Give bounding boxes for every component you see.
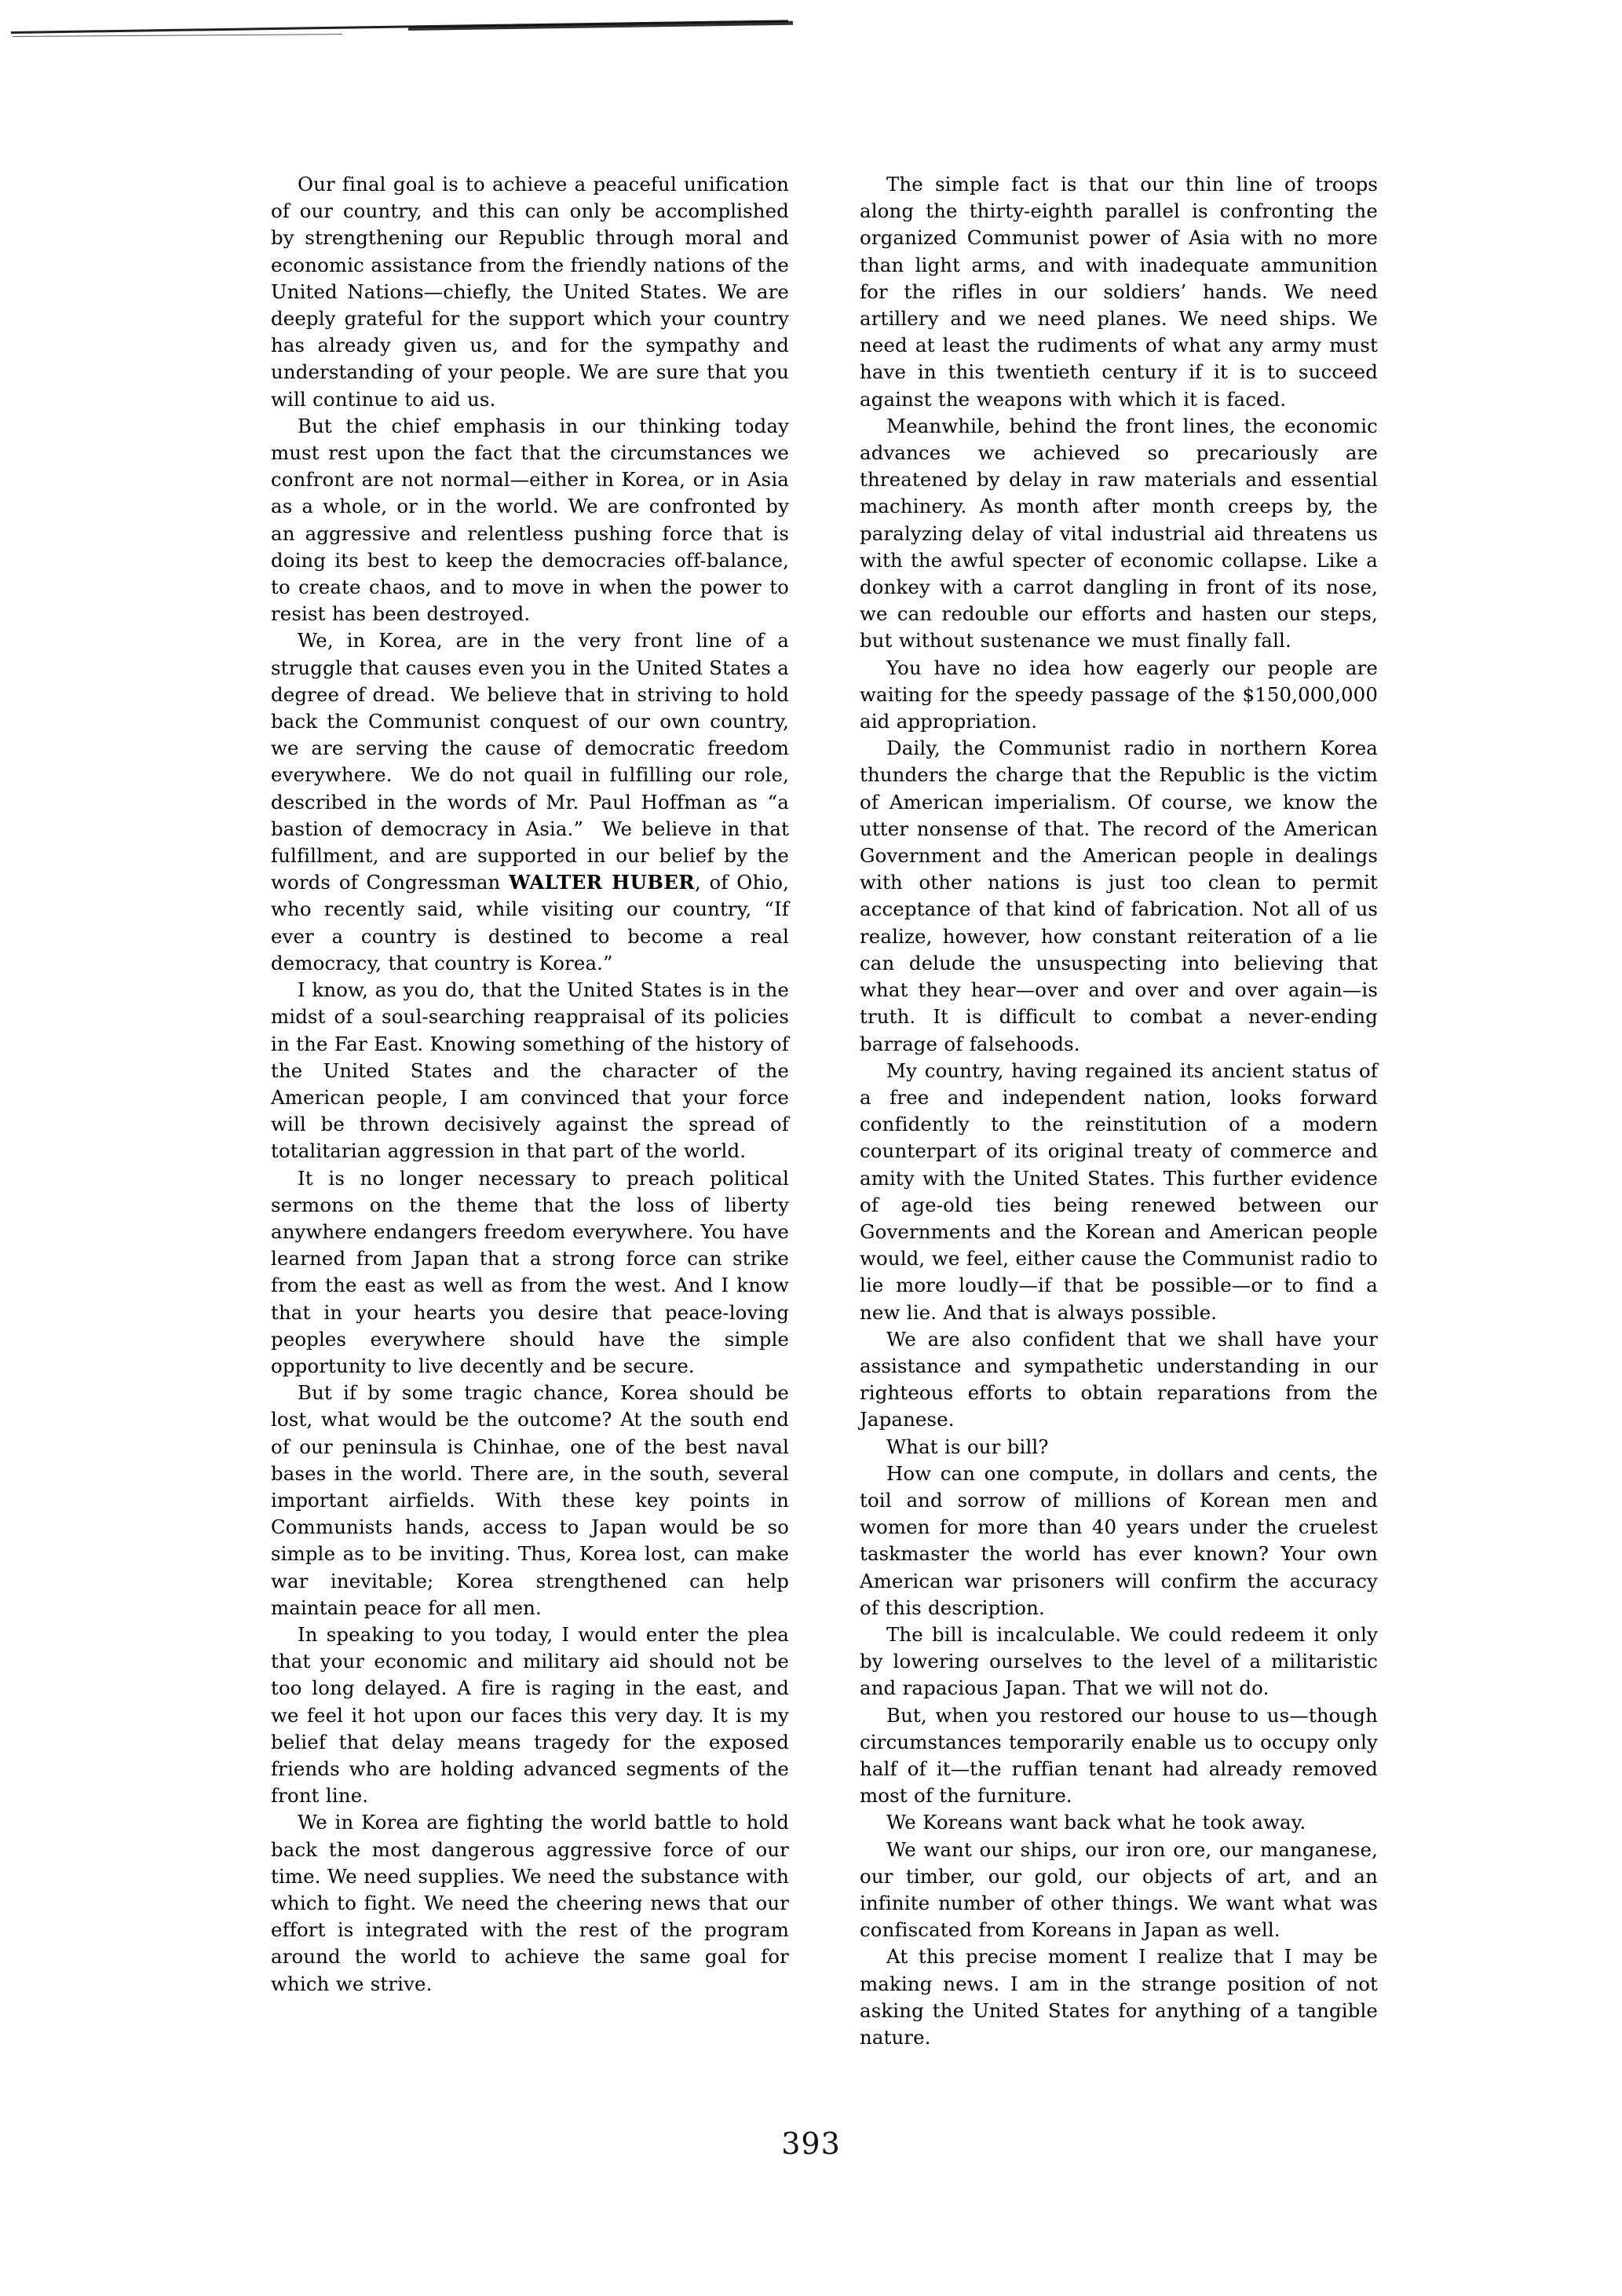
column-left	[271, 171, 789, 1998]
paragraph: We in Korea are fighting the world battle to hold back the most dangerous aggressive force of our time. We need supplies. We need the substance with which to fight. We need the cheering news that our effort is integrated with the rest of the program around the world to achieve the same goal for which we strive.	[271, 1811, 789, 1995]
paragraph: How can one compute, in dollars and cents, the toil and sorrow of millions of Korean men and women for more than 40 years under the cruelest taskmaster the world has ever known? Your own American war prisoners will confirm the accuracy of this description.	[860, 1461, 1378, 1619]
paragraph: But the chief emphasis in our thinking today must rest upon the fact that the circumstances we confront are not normal—either in Korea, or in Asia as a whole, or in the world. We are confronted by an aggressive and relentless pushing force that is doing its best to keep the democracies off-balance, to create chaos, and to move in when the power to resist has been destroyed.	[271, 414, 789, 626]
paragraph: Meanwhile, behind the front lines, the economic advances we achieved so precariously are threatened by delay in raw materials and essential machinery. As month after month creeps by, the paralyzing delay of vital industrial aid threatens us with the awful specter of economic collapse. Like a donkey with a carrot dangling in front of its nose, we can redouble our efforts and hasten our steps, but without sustenance we must finally fall.	[860, 414, 1378, 653]
paragraph: I know, as you do, that the United States is in the midst of a soul-searching reappraisal of its policies in the Far East. Knowing something of the history of the United States and the character of the American people, I am convinced that your force will be thrown decisively against the spread of totalitarian aggression in that part of the world.	[271, 978, 789, 1163]
paragraph: But, when you restored our house to us—though circumstances temporarily enable us to occupy only half of it—the ruffian tenant had already removed most of the furniture.	[860, 1703, 1378, 1808]
paragraph: You have no idea how eagerly our people are waiting for the speedy passage of the $150,000,000 aid appropriation.	[860, 656, 1378, 733]
paragraph: We, in Korea, are in the very front line of a struggle that causes even you in the United States a degree of dread. We believe that in striving to hold back the Communist conquest of our own country, we are serving the cause of democratic freedom everywhere. We do not quail in fulfilling our role, described in the words of Mr. Paul Hoffman as “a bastion of democracy in Asia.” We believe in that fulfillment, and are supported in our belief by the words of Congressman WALTER HUBER, of Ohio, who recently said, while visiting our country, “If ever a country is destined to become a real democracy, that country is Korea.”	[271, 629, 789, 974]
paragraph: We want our ships, our iron ore, our manganese, our timber, our gold, our objects of art, and an infinite number of other things. We want what was confiscated from Koreans in Japan as well.	[860, 1837, 1378, 1942]
paragraph: Our final goal is to achieve a peaceful unification of our country, and this can only be accomplished by strengthening our Republic through moral and economic assistance from the friendly nations of the United Nations—chiefly, the United States. We are deeply grateful for the support which your country has already given us, and for the sympathy and understanding of your people. We are sure that you will continue to aid us.	[271, 173, 789, 411]
paragraph: We Koreans want back what he took away.	[886, 1811, 1306, 1834]
paragraph: The bill is incalculable. We could redeem it only by lowering ourselves to the level of a militaristic and rapacious Japan. That we will not do.	[860, 1622, 1378, 1700]
small-caps-name: WALTER HUBER	[509, 871, 695, 894]
page-number: 393	[781, 2126, 841, 2161]
paragraph: In speaking to you today, I would enter the plea that your economic and military aid should not be too long delayed. A fire is raging in the east, and we feel it hot upon our faces this very day. It is my belief that delay means tragedy for the exposed friends who are holding advanced segments of the front line.	[271, 1622, 789, 1808]
paragraph: Daily, the Communist radio in northern Korea thunders the charge that the Republic is the victim of American imperialism. Of course, we know the utter nonsense of that. The record of the American Government and the American people in dealings with other nations is just too clean to permit acceptance of that kind of fabrication. Not all of us realize, however, how constant reiteration of a lie can delude the unsuspecting into believing that what they hear—over and over and over again—is truth. It is difficult to combat a never-ending barrage of falsehoods.	[860, 737, 1378, 1055]
paragraph: My country, having regained its ancient status of a free and independent nation, looks forward confidently to the reinstitution of a modern counterpart of its original treaty of commerce and amity with the United States. This further evidence of age-old ties being renewed between our Governments and the Korean and American people would, we feel, either cause the Communist radio to lie more loudly—if that be possible—or to find a new lie. And that is always possible.	[860, 1058, 1378, 1324]
paragraph: We are also confident that we shall have your assistance and sympathetic understanding in our righteous efforts to obtain reparations from the Japanese.	[860, 1327, 1378, 1431]
paragraph: It is no longer necessary to preach political sermons on the theme that the loss of liberty anywhere endangers freedom everywhere. You have learned from Japan that a strong force can strike from the east as well as from the west. And I know that in your hearts you desire that peace-loving peoples everywhere should have the simple opportunity to live decently and be secure.	[271, 1166, 789, 1377]
column-right	[860, 171, 1378, 2051]
paragraph: But if by some tragic chance, Korea should be lost, what would be the outcome? At the south end of our peninsula is Chinhae, one of the best naval bases in the world. There are, in the south, several important airfields. With these key points in Communists hands, access to Japan would be so simple as to be inviting. Thus, Korea lost, can make war inevitable; Korea strengthened can help maintain peace for all men.	[271, 1381, 789, 1619]
paragraph: The simple fact is that our thin line of troops along the thirty-eighth parallel is confronting the organized Communist power of Asia with no more than light arms, and with inadequate ammunition for the rifles in our soldiers’ hands. We need artillery and we need planes. We need ships. We need at least the rudiments of what any army must have in this twentieth century if it is to succeed against the weapons with which it is faced.	[860, 173, 1378, 411]
paragraph: At this precise moment I realize that I may be making news. I am in the strange position of not asking the United States for anything of a tangible nature.	[860, 1945, 1378, 2049]
paragraph: What is our bill?	[886, 1435, 1049, 1458]
